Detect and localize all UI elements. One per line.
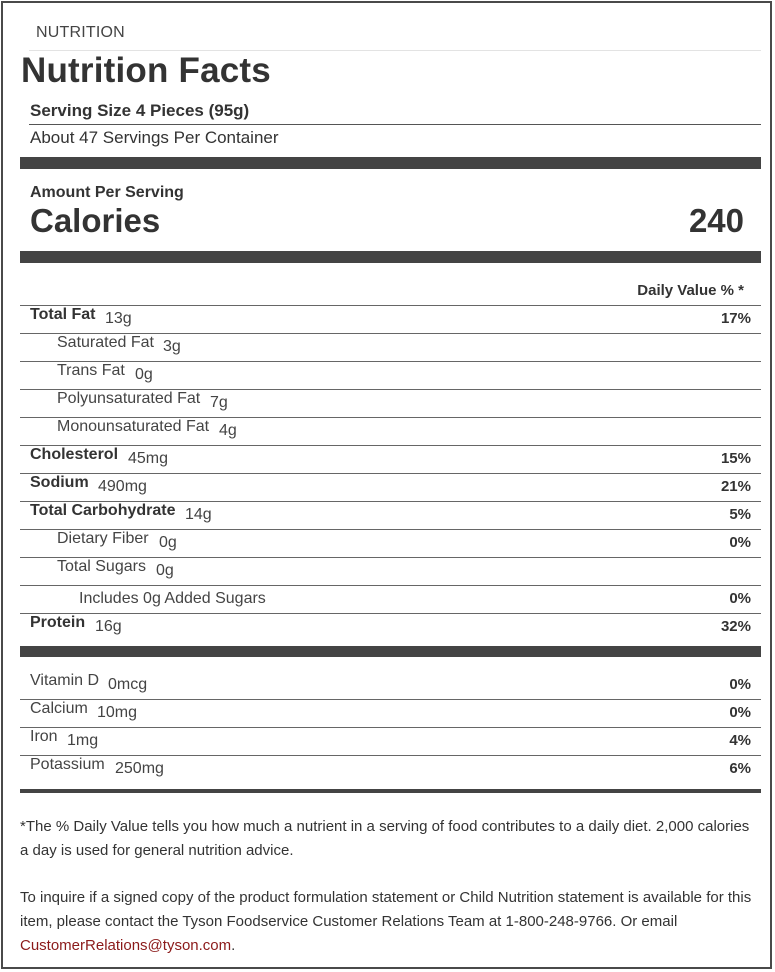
nutrient-amount: 250mg	[115, 760, 164, 777]
daily-value-footnote: *The % Daily Value tells you how much a nutrient in a serving of food contributes to a daily diet. 2,000 calories a day is used for general nutrition advice.	[20, 818, 750, 859]
nutrient-amount: 10mg	[97, 704, 138, 721]
nutrient-amount: 4g	[219, 422, 237, 439]
calories-value: 240	[688, 202, 744, 239]
daily-value-percent: 21%	[720, 478, 751, 495]
daily-value-percent: 4%	[729, 732, 751, 749]
nutrient-name: Total Carbohydrate	[30, 502, 176, 519]
calories-label: Calories	[30, 202, 161, 239]
row-divider	[20, 727, 761, 728]
nutrient-name: Total Sugars	[57, 558, 146, 575]
thick-divider-vitamins	[20, 646, 761, 657]
nutrient-name: Saturated Fat	[57, 334, 154, 351]
nutrient-amount: 0g	[156, 562, 174, 579]
serving-divider	[29, 124, 761, 125]
nutrient-row-saturated-fat	[20, 333, 761, 361]
bottom-divider	[20, 789, 761, 793]
daily-value-percent: 15%	[720, 450, 751, 467]
nutrient-row-total-fat	[20, 305, 761, 333]
nutrient-row-trans-fat	[20, 361, 761, 389]
nutrient-amount: 13g	[105, 310, 132, 327]
row-divider	[20, 613, 761, 614]
vitamin-row-calcium	[20, 699, 761, 727]
servings-per-container: About 47 Servings Per Container	[30, 128, 279, 147]
daily-value-percent: 0%	[729, 590, 751, 607]
nutrient-name: Polyunsaturated Fat	[57, 390, 201, 407]
label-title: Nutrition Facts	[21, 51, 271, 90]
nutrient-row-total-sugars	[20, 557, 761, 585]
thick-divider-calories	[20, 251, 761, 263]
amount-per-serving: Amount Per Serving	[30, 184, 184, 201]
nutrient-amount: 7g	[210, 394, 228, 411]
nutrient-amount: 0g	[135, 366, 153, 383]
nutrient-name: Potassium	[30, 756, 105, 773]
nutrient-name: Sodium	[30, 474, 89, 491]
nutrient-row-dietary-fiber	[20, 529, 761, 557]
nutrient-name: Protein	[30, 614, 86, 631]
row-divider	[20, 361, 761, 362]
nutrient-amount: 490mg	[98, 478, 147, 495]
nutrient-row-monounsaturated-fat	[20, 417, 761, 445]
nutrient-row-protein	[20, 613, 761, 641]
row-divider	[20, 305, 761, 306]
nutrient-name: Calcium	[30, 700, 88, 717]
nutrient-name: Vitamin D	[30, 672, 100, 689]
nutrition-panel	[1, 1, 772, 969]
daily-value-percent: 0%	[729, 676, 751, 693]
nutrient-name: Iron	[30, 728, 58, 745]
nutrient-row-includes-0g-added-sugars	[20, 585, 761, 613]
daily-value-percent: 5%	[729, 506, 751, 523]
thick-divider-top	[20, 157, 761, 169]
nutrient-name: Dietary Fiber	[57, 530, 149, 547]
nutrient-name: Monounsaturated Fat	[57, 418, 210, 435]
inquiry-period: .	[231, 937, 236, 954]
vitamin-row-iron	[20, 727, 761, 755]
vitamin-row-potassium	[20, 755, 761, 783]
nutrient-amount: 1mg	[67, 732, 99, 749]
nutrient-row-cholesterol	[20, 445, 761, 473]
daily-value-percent: 0%	[729, 704, 751, 721]
nutrient-amount: 0g	[159, 534, 177, 551]
row-divider	[20, 445, 761, 446]
daily-value-percent: 32%	[720, 618, 751, 635]
row-divider	[20, 473, 761, 474]
nutrient-name: Trans Fat	[57, 362, 125, 379]
daily-value-percent: 6%	[729, 760, 751, 777]
serving-size: Serving Size 4 Pieces (95g)	[30, 101, 250, 120]
nutrient-row-sodium	[20, 473, 761, 501]
nutrient-name: Total Fat	[30, 306, 96, 323]
daily-value-percent: 0%	[729, 534, 751, 551]
nutrient-name: Includes 0g Added Sugars	[79, 590, 266, 607]
row-divider	[20, 699, 761, 700]
section-label: NUTRITION	[36, 24, 125, 41]
nutrient-amount: 14g	[185, 506, 212, 523]
nutrient-amount: 45mg	[128, 450, 169, 467]
vitamin-row-vitamin-d	[20, 671, 761, 699]
nutrient-amount: 16g	[95, 618, 122, 635]
nutrient-row-polyunsaturated-fat	[20, 389, 761, 417]
nutrient-name: Cholesterol	[30, 446, 119, 463]
customer-relations-email-link[interactable]: CustomerRelations@tyson.com	[20, 937, 232, 954]
nutrient-amount: 0mcg	[108, 676, 148, 693]
row-divider	[20, 585, 761, 586]
row-divider	[20, 755, 761, 756]
inquiry-body: To inquire if a signed copy of the product formulation statement or Child Nutrition statement is available for this item, please contact the Tyson Foodservice Customer Relations Team at 1-800-248-9766. Or email	[20, 889, 752, 930]
nutrient-row-total-carbohydrate	[20, 501, 761, 529]
daily-value-header: Daily Value % *	[637, 282, 744, 299]
daily-value-percent: 17%	[720, 310, 751, 327]
nutrient-amount: 3g	[163, 338, 181, 355]
inquiry-text	[20, 886, 760, 958]
